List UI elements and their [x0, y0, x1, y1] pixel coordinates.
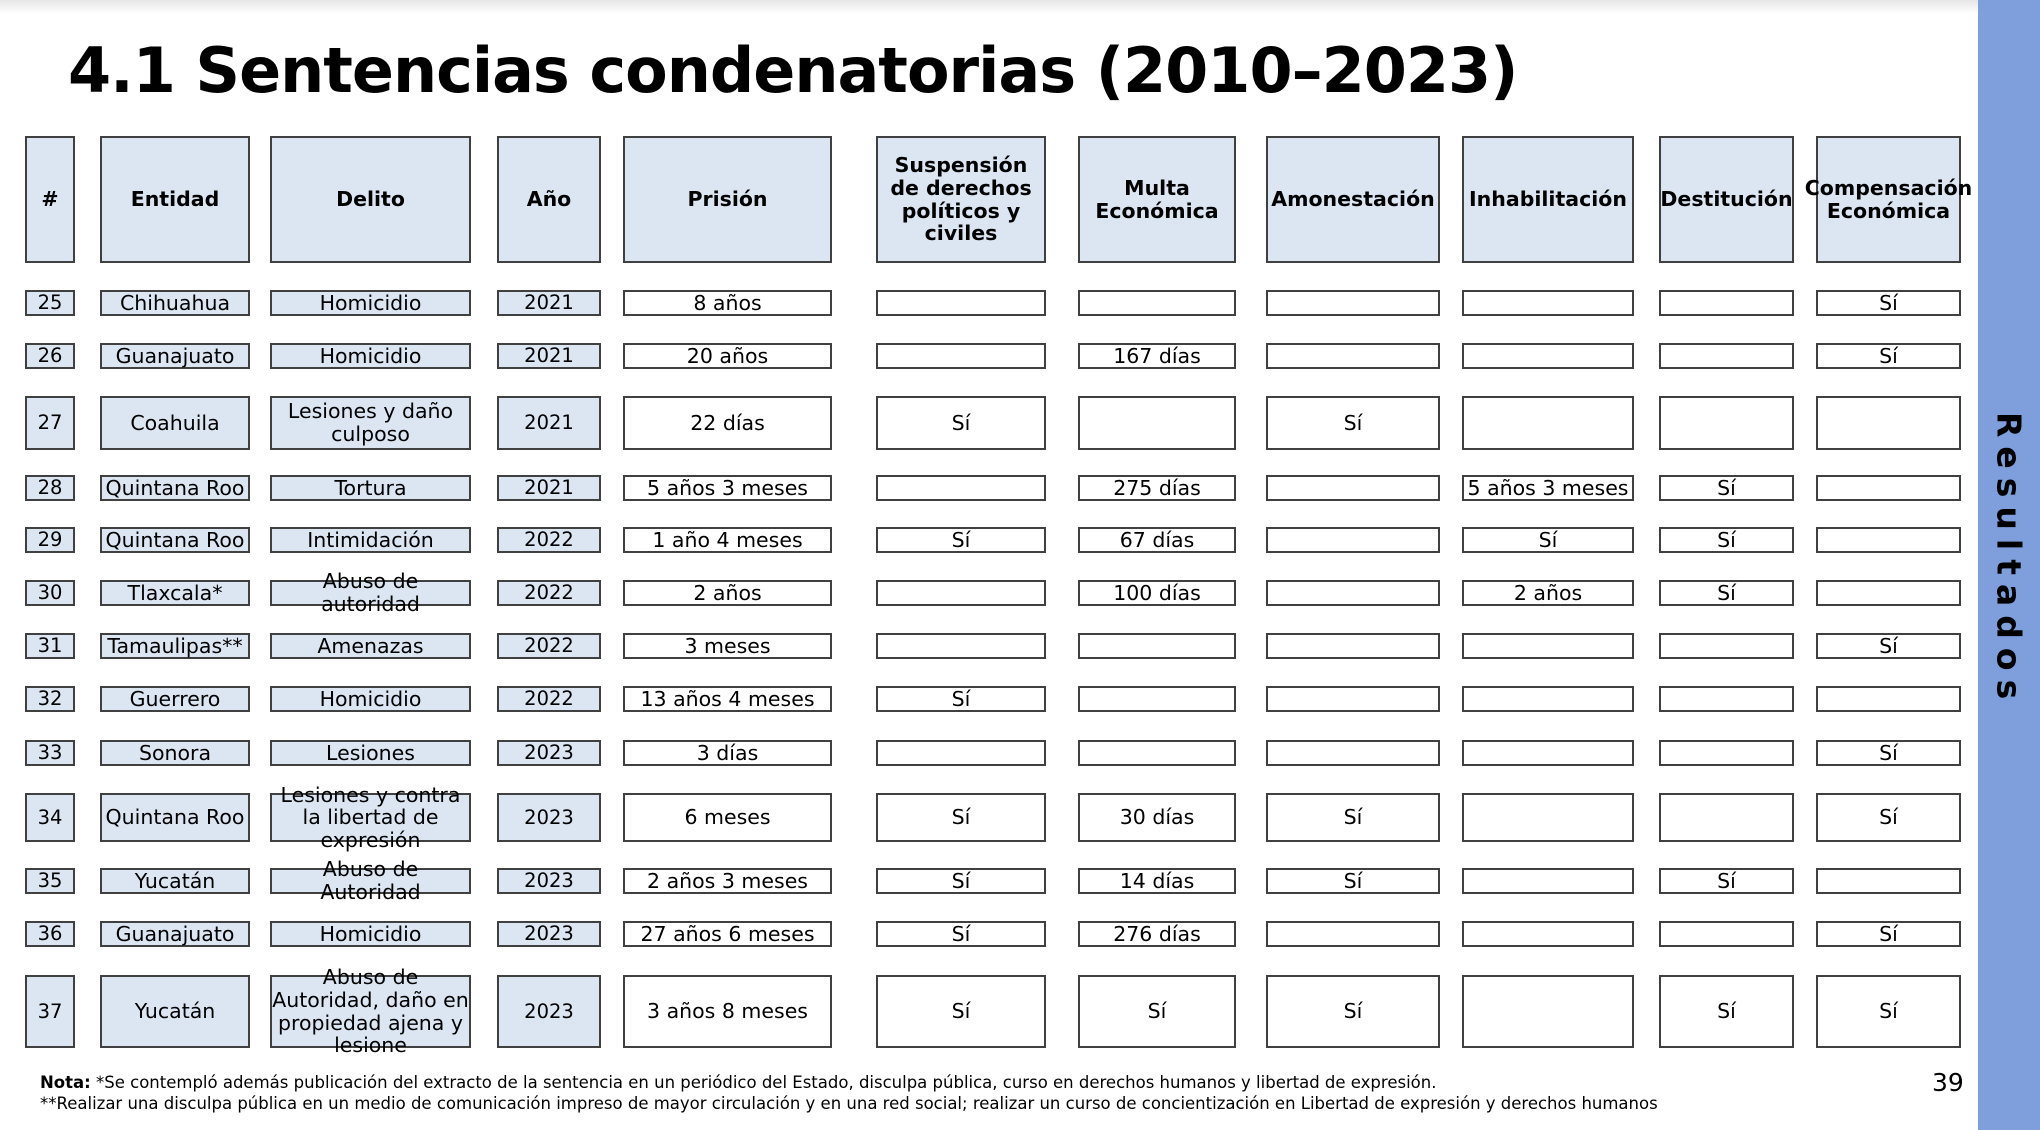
table-cell-col-num — [25, 475, 75, 501]
table-cell-col-entidad — [100, 475, 250, 501]
table-cell-col-suspension-text: Sí — [951, 805, 971, 830]
table-cell-col-num — [25, 921, 75, 947]
table-cell-col-num — [25, 580, 75, 606]
table-cell-col-destitucion — [1659, 475, 1794, 501]
table-cell-col-multa-text: 67 días — [1119, 527, 1195, 552]
table-cell-col-suspension — [876, 793, 1046, 842]
table-cell-col-compensacion — [1816, 975, 1961, 1048]
table-cell-col-entidad-text: Quintana Roo — [105, 475, 245, 500]
table-cell-col-multa — [1078, 793, 1236, 842]
table-cell-col-delito — [270, 475, 471, 501]
table-cell-col-prision — [623, 868, 832, 894]
table-cell-col-prision-text: 22 días — [690, 410, 765, 435]
header-col-num — [25, 136, 75, 263]
table-cell-col-prision — [623, 633, 832, 659]
footnote-1-text: *Se contempló además publicación del extracto de la sentencia en un periódico del Estado, disculpa pública, curso en derechos humanos y libertad de expresión. — [96, 1073, 1437, 1092]
table-cell-col-anio-text: 2022 — [524, 581, 574, 605]
table-cell-col-entidad-text: Coahuila — [130, 410, 220, 435]
table-cell-col-num — [25, 793, 75, 842]
table-cell-col-inhabilitacion — [1462, 527, 1634, 553]
table-cell-col-entidad — [100, 633, 250, 659]
table-cell-col-suspension-text: Sí — [951, 921, 971, 946]
table-cell-col-compensacion — [1816, 921, 1961, 947]
table-cell-col-amonestacion-text: Sí — [1343, 999, 1363, 1024]
table-cell-col-suspension — [876, 343, 1046, 369]
table-cell-col-suspension — [876, 290, 1046, 316]
table-cell-col-prision — [623, 343, 832, 369]
table-cell-col-destitucion — [1659, 580, 1794, 606]
table-cell-col-prision-text: 3 días — [696, 740, 759, 765]
table-cell-col-prision — [623, 527, 832, 553]
table-cell-col-inhabilitacion — [1462, 475, 1634, 501]
table-cell-col-inhabilitacion — [1462, 793, 1634, 842]
table-cell-col-anio — [497, 396, 601, 450]
table-cell-col-suspension — [876, 740, 1046, 766]
table-cell-col-amonestacion-text: Sí — [1343, 805, 1363, 830]
table-cell-col-num-text: 34 — [37, 805, 63, 829]
table-cell-col-destitucion — [1659, 921, 1794, 947]
footnote-1 — [40, 1072, 1658, 1093]
table-cell-col-multa-text: 167 días — [1113, 343, 1201, 368]
table-cell-col-entidad-text: Yucatán — [134, 868, 216, 893]
table-cell-col-destitucion — [1659, 793, 1794, 842]
table-cell-col-prision — [623, 290, 832, 316]
header-col-prision — [623, 136, 832, 263]
table-cell-col-prision — [623, 975, 832, 1048]
table-cell-col-suspension-text: Sí — [951, 686, 971, 711]
table-cell-col-amonestacion — [1266, 527, 1440, 553]
table-cell-col-suspension — [876, 921, 1046, 947]
table-cell-col-amonestacion — [1266, 396, 1440, 450]
table-cell-col-compensacion-text: Sí — [1879, 805, 1898, 830]
table-cell-col-num — [25, 290, 75, 316]
table-cell-col-entidad-text: Quintana Roo — [105, 805, 245, 830]
table-cell-col-anio-text: 2021 — [524, 411, 574, 435]
table-cell-col-multa — [1078, 686, 1236, 712]
header-col-multa-text: Multa Económica — [1095, 175, 1219, 223]
table-cell-col-anio-text: 2021 — [524, 344, 574, 368]
top-shade — [0, 0, 1978, 14]
table-cell-col-anio-text: 2022 — [524, 528, 574, 552]
table-cell-col-compensacion-text: Sí — [1879, 343, 1898, 368]
table-cell-col-prision-text: 1 año 4 meses — [652, 527, 803, 552]
table-cell-col-destitucion — [1659, 686, 1794, 712]
header-col-destitucion — [1659, 136, 1794, 263]
table-cell-col-entidad — [100, 580, 250, 606]
header-col-anio-text: Año — [526, 187, 572, 212]
page-title: 4.1 Sentencias condenatorias (2010–2023) — [68, 34, 1518, 107]
table-cell-col-compensacion — [1816, 793, 1961, 842]
table-cell-col-multa — [1078, 580, 1236, 606]
header-col-compensacion — [1804, 136, 1973, 263]
header-col-delito-text: Delito — [336, 187, 405, 212]
table-cell-col-entidad — [100, 868, 250, 894]
table-cell-col-anio — [497, 740, 601, 766]
table-cell-col-num — [25, 868, 75, 894]
table-cell-col-delito-text: Homicidio — [319, 686, 422, 711]
table-cell-col-destitucion — [1659, 343, 1794, 369]
table-cell-col-anio-text: 2021 — [524, 291, 574, 315]
table-cell-col-entidad-text: Chihuahua — [119, 290, 231, 315]
table-cell-col-prision-text: 8 años — [693, 290, 762, 315]
table-cell-col-entidad-text: Guanajuato — [115, 921, 235, 946]
table-cell-col-entidad-text: Quintana Roo — [105, 527, 245, 552]
table-cell-col-amonestacion-text: Sí — [1343, 410, 1363, 435]
table-cell-col-delito — [270, 921, 471, 947]
table-cell-col-entidad-text: Sonora — [138, 740, 212, 765]
header-col-amonestacion-text: Amonestación — [1271, 187, 1435, 212]
table-cell-col-delito — [270, 686, 471, 712]
table-cell-col-destitucion — [1659, 740, 1794, 766]
page-number: 39 — [1932, 1068, 1964, 1097]
table-cell-col-anio — [497, 793, 601, 842]
table-cell-col-prision — [623, 475, 832, 501]
table-cell-col-entidad-text: Tamaulipas** — [107, 633, 243, 658]
table-cell-col-compensacion — [1816, 580, 1961, 606]
table-cell-col-delito-text: Abuso de autoridad — [321, 569, 420, 616]
header-col-suspension-text: Suspensión de derechos políticos y civiles — [890, 153, 1032, 246]
table-cell-col-anio — [497, 975, 601, 1048]
table-cell-col-compensacion — [1816, 396, 1961, 450]
table-cell-col-delito — [270, 290, 471, 316]
table-cell-col-amonestacion — [1266, 580, 1440, 606]
table-cell-col-suspension-text: Sí — [951, 999, 971, 1024]
footnote-2: **Realizar una disculpa pública en un medio de comunicación impreso de mayor circulación y en una red social; realizar un curso de concientización en Libertad de expresión y derechos humanos — [40, 1094, 1658, 1113]
table-cell-col-num-text: 32 — [37, 687, 63, 711]
table-cell-col-multa-text: 100 días — [1113, 580, 1201, 605]
table-cell-col-compensacion-text: Sí — [1879, 290, 1898, 315]
table-cell-col-suspension-text: Sí — [951, 868, 971, 893]
table-cell-col-delito — [270, 633, 471, 659]
table-cell-col-anio-text: 2022 — [524, 634, 574, 658]
header-col-suspension — [876, 136, 1046, 263]
footnotes — [40, 1072, 1658, 1114]
table-cell-col-delito-text: Abuso de Autoridad — [320, 857, 421, 904]
table-cell-col-delito-text: Lesiones y daño culposo — [287, 399, 454, 446]
table-cell-col-suspension — [876, 396, 1046, 450]
table-cell-col-multa-text: 14 días — [1119, 868, 1195, 893]
table-cell-col-anio — [497, 921, 601, 947]
table-cell-col-entidad — [100, 793, 250, 842]
table-cell-col-prision-text: 2 años — [693, 580, 762, 605]
header-col-destitucion-text: Destitución — [1660, 187, 1793, 212]
table-cell-col-num — [25, 343, 75, 369]
table-cell-col-compensacion — [1816, 740, 1961, 766]
table-cell-col-prision — [623, 580, 832, 606]
table-cell-col-amonestacion — [1266, 793, 1440, 842]
note-label: Nota: — [40, 1073, 91, 1092]
table-cell-col-delito — [270, 343, 471, 369]
table-cell-col-entidad-text: Guanajuato — [115, 343, 235, 368]
table-cell-col-delito — [270, 857, 471, 904]
table-cell-col-num-text: 25 — [37, 291, 63, 315]
table-cell-col-compensacion-text: Sí — [1879, 999, 1898, 1024]
table-cell-col-anio — [497, 686, 601, 712]
table-cell-col-amonestacion — [1266, 868, 1440, 894]
header-col-inhabilitacion-text: Inhabilitación — [1469, 187, 1627, 212]
table-cell-col-multa — [1078, 527, 1236, 553]
table-cell-col-amonestacion — [1266, 633, 1440, 659]
table-cell-col-suspension — [876, 975, 1046, 1048]
table-cell-col-multa — [1078, 975, 1236, 1048]
table-cell-col-delito-text: Intimidación — [307, 527, 434, 552]
header-col-inhabilitacion — [1462, 136, 1634, 263]
table-cell-col-compensacion — [1816, 290, 1961, 316]
table-cell-col-num — [25, 740, 75, 766]
table-cell-col-prision — [623, 396, 832, 450]
table-cell-col-num — [25, 975, 75, 1048]
table-cell-col-delito-text: Amenazas — [317, 633, 424, 658]
table-cell-col-inhabilitacion-text: 5 años 3 meses — [1467, 475, 1629, 500]
header-col-amonestacion — [1266, 136, 1440, 263]
table-cell-col-compensacion-text: Sí — [1879, 633, 1898, 658]
header-col-entidad — [100, 136, 250, 263]
table-cell-col-entidad — [100, 975, 250, 1048]
table-cell-col-amonestacion — [1266, 475, 1440, 501]
table-cell-col-anio-text: 2021 — [524, 476, 574, 500]
table-cell-col-anio-text: 2022 — [524, 687, 574, 711]
table-cell-col-suspension — [876, 633, 1046, 659]
table-cell-col-num — [25, 686, 75, 712]
table-cell-col-num — [25, 527, 75, 553]
table-cell-col-suspension-text: Sí — [951, 527, 971, 552]
table-cell-col-anio-text: 2023 — [524, 805, 574, 829]
table-cell-col-multa-text: 276 días — [1113, 921, 1201, 946]
table-cell-col-suspension — [876, 527, 1046, 553]
table-cell-col-anio — [497, 868, 601, 894]
table-cell-col-compensacion — [1816, 868, 1961, 894]
table-cell-col-compensacion — [1816, 686, 1961, 712]
table-cell-col-entidad — [100, 921, 250, 947]
table-cell-col-multa — [1078, 475, 1236, 501]
header-col-multa — [1078, 136, 1236, 263]
table-cell-col-delito-text: Homicidio — [319, 343, 422, 368]
table-cell-col-destitucion — [1659, 975, 1794, 1048]
table-cell-col-inhabilitacion-text: 2 años — [1513, 580, 1583, 605]
table-cell-col-delito — [270, 569, 471, 616]
table-cell-col-prision-text: 27 años 6 meses — [640, 921, 815, 946]
table-cell-col-delito — [270, 965, 471, 1058]
table-cell-col-delito-text: Tortura — [334, 475, 407, 500]
table-cell-col-delito — [270, 396, 471, 450]
header-col-compensacion-text: Compensación Económica — [1804, 175, 1973, 223]
table-cell-col-suspension — [876, 580, 1046, 606]
table-cell-col-inhabilitacion-text: Sí — [1538, 527, 1558, 552]
table-cell-col-inhabilitacion — [1462, 580, 1634, 606]
table-cell-col-destitucion-text: Sí — [1717, 475, 1736, 500]
table-cell-col-amonestacion — [1266, 921, 1440, 947]
table-cell-col-entidad — [100, 527, 250, 553]
table-cell-col-delito-text: Homicidio — [319, 921, 422, 946]
table-cell-col-multa — [1078, 921, 1236, 947]
table-cell-col-suspension — [876, 686, 1046, 712]
side-section-label-text: Resultados — [1989, 411, 2029, 709]
header-col-num-text: # — [41, 187, 59, 212]
table-cell-col-destitucion-text: Sí — [1717, 999, 1736, 1024]
header-col-delito — [270, 136, 471, 263]
table-cell-col-compensacion-text: Sí — [1879, 740, 1898, 765]
header-col-anio — [497, 136, 601, 263]
table-cell-col-entidad-text: Tlaxcala* — [127, 580, 223, 605]
table-cell-col-amonestacion — [1266, 975, 1440, 1048]
table-cell-col-num — [25, 633, 75, 659]
table-cell-col-prision-text: 13 años 4 meses — [640, 686, 815, 711]
table-cell-col-anio — [497, 343, 601, 369]
table-cell-col-num-text: 26 — [37, 344, 63, 368]
table-cell-col-destitucion-text: Sí — [1717, 580, 1736, 605]
table-cell-col-prision — [623, 793, 832, 842]
table-cell-col-inhabilitacion — [1462, 396, 1634, 450]
table-cell-col-suspension — [876, 475, 1046, 501]
table-cell-col-prision-text: 3 meses — [684, 633, 771, 658]
table-cell-col-entidad — [100, 396, 250, 450]
table-cell-col-compensacion — [1816, 343, 1961, 369]
table-cell-col-destitucion-text: Sí — [1717, 868, 1736, 893]
table-cell-col-multa — [1078, 290, 1236, 316]
table-cell-col-anio — [497, 475, 601, 501]
table-cell-col-multa — [1078, 633, 1236, 659]
table-cell-col-delito-text: Lesiones — [326, 740, 415, 765]
table-cell-col-anio-text: 2023 — [524, 869, 574, 893]
table-cell-col-prision-text: 3 años 8 meses — [647, 999, 808, 1024]
table-cell-col-entidad-text: Guerrero — [129, 686, 221, 711]
table-cell-col-delito-text: Homicidio — [319, 290, 422, 315]
table-cell-col-inhabilitacion — [1462, 633, 1634, 659]
table-cell-col-anio — [497, 527, 601, 553]
table-cell-col-num-text: 31 — [37, 634, 63, 658]
table-cell-col-compensacion-text: Sí — [1879, 921, 1898, 946]
table-cell-col-destitucion — [1659, 527, 1794, 553]
table-cell-col-num-text: 28 — [37, 476, 63, 500]
table-cell-col-destitucion — [1659, 396, 1794, 450]
table-cell-col-amonestacion — [1266, 290, 1440, 316]
table-cell-col-prision-text: 20 años — [686, 343, 769, 368]
table-cell-col-entidad — [100, 290, 250, 316]
table-cell-col-anio — [497, 290, 601, 316]
table-cell-col-inhabilitacion — [1462, 686, 1634, 712]
table-cell-col-num-text: 33 — [37, 741, 63, 765]
table-cell-col-inhabilitacion — [1462, 975, 1634, 1048]
table-cell-col-delito — [270, 740, 471, 766]
table-cell-col-inhabilitacion — [1462, 740, 1634, 766]
table-cell-col-multa-text: 275 días — [1113, 475, 1201, 500]
table-cell-col-amonestacion — [1266, 686, 1440, 712]
table-cell-col-destitucion-text: Sí — [1717, 527, 1736, 552]
table-cell-col-anio-text: 2023 — [524, 741, 574, 765]
table-cell-col-delito — [270, 527, 471, 553]
table-cell-col-amonestacion — [1266, 740, 1440, 766]
table-cell-col-prision-text: 5 años 3 meses — [647, 475, 808, 500]
table-cell-col-anio-text: 2023 — [524, 999, 574, 1023]
table-cell-col-amonestacion-text: Sí — [1343, 868, 1363, 893]
table-cell-col-multa — [1078, 343, 1236, 369]
table-cell-col-num-text: 37 — [37, 999, 63, 1023]
table-cell-col-multa — [1078, 740, 1236, 766]
table-cell-col-num-text: 30 — [37, 581, 63, 605]
table-cell-col-entidad — [100, 343, 250, 369]
table-cell-col-num-text: 36 — [37, 922, 63, 946]
table-cell-col-prision — [623, 686, 832, 712]
table-cell-col-num-text: 29 — [37, 528, 63, 552]
header-col-prision-text: Prisión — [687, 187, 768, 212]
table-cell-col-multa-text: 30 días — [1119, 805, 1195, 830]
table-cell-col-delito-text: Abuso de Autoridad, daño en propiedad ajena y lesione — [272, 965, 469, 1058]
table-cell-col-prision-text: 2 años 3 meses — [647, 868, 808, 893]
table-cell-col-inhabilitacion — [1462, 921, 1634, 947]
table-cell-col-compensacion — [1816, 475, 1961, 501]
table-cell-col-prision — [623, 921, 832, 947]
header-col-entidad-text: Entidad — [130, 187, 220, 212]
side-section-label — [1978, 411, 2040, 709]
table-cell-col-num — [25, 396, 75, 450]
table-cell-col-multa — [1078, 868, 1236, 894]
table-cell-col-entidad-text: Yucatán — [134, 999, 216, 1024]
table-cell-col-anio — [497, 580, 601, 606]
table-cell-col-destitucion — [1659, 868, 1794, 894]
table-cell-col-entidad — [100, 686, 250, 712]
table-cell-col-inhabilitacion — [1462, 868, 1634, 894]
table-cell-col-delito-text: Lesiones y contra la libertad de expresión — [280, 782, 461, 852]
table-cell-col-suspension — [876, 868, 1046, 894]
table-cell-col-compensacion — [1816, 633, 1961, 659]
table-cell-col-anio-text: 2023 — [524, 922, 574, 946]
table-cell-col-suspension-text: Sí — [951, 410, 971, 435]
table-cell-col-multa-text: Sí — [1147, 999, 1167, 1024]
table-cell-col-entidad — [100, 740, 250, 766]
table-cell-col-amonestacion — [1266, 343, 1440, 369]
table-cell-col-prision-text: 6 meses — [684, 805, 771, 830]
table-cell-col-multa — [1078, 396, 1236, 450]
table-cell-col-num-text: 35 — [37, 869, 63, 893]
table-cell-col-anio — [497, 633, 601, 659]
table-cell-col-compensacion — [1816, 527, 1961, 553]
table-cell-col-inhabilitacion — [1462, 290, 1634, 316]
table-cell-col-inhabilitacion — [1462, 343, 1634, 369]
table-cell-col-prision — [623, 740, 832, 766]
table-cell-col-delito — [270, 782, 471, 852]
table-cell-col-destitucion — [1659, 290, 1794, 316]
table-cell-col-destitucion — [1659, 633, 1794, 659]
table-cell-col-num-text: 27 — [37, 411, 63, 435]
